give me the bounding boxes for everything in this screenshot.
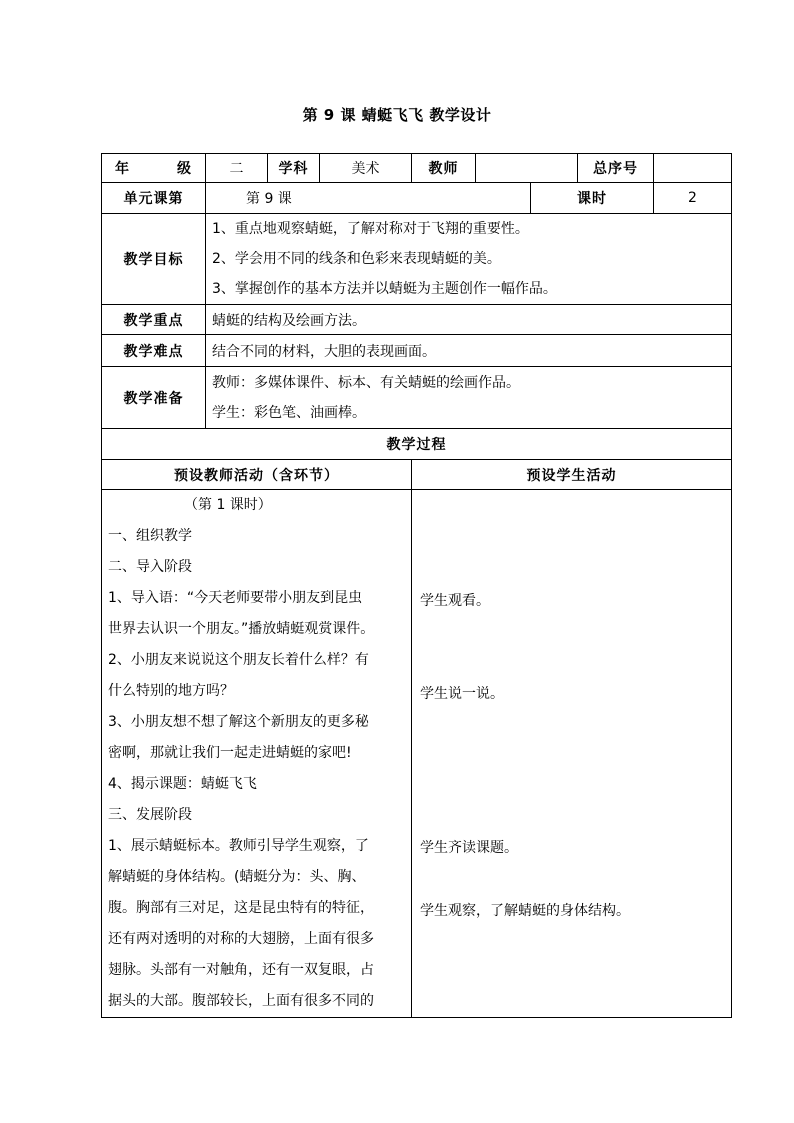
teacher-activity-content: [102, 490, 412, 1018]
teacher-line: 2、小朋友来说说这个朋友长着什么样？有: [108, 652, 369, 668]
goals-content: [206, 214, 732, 305]
key-points-row: [102, 305, 732, 335]
difficulties-text: 结合不同的材料，大胆的表现画面。: [206, 335, 732, 367]
teacher-line: 二、导入阶段: [108, 559, 192, 575]
teacher-line: 世界去认识一个朋友。”播放蜻蜓观赏课件。: [108, 621, 375, 637]
preparation-row: [102, 367, 732, 429]
teacher-line: 一、组织教学: [108, 528, 192, 544]
teacher-value: [476, 154, 578, 183]
subject-label: 学科: [268, 154, 320, 183]
teacher-line: 1、导入语：“今天老师要带小朋友到昆虫: [108, 590, 363, 606]
goals-row: [102, 214, 732, 305]
teacher-label: 教师: [412, 154, 476, 183]
period-value: 2: [654, 183, 732, 214]
student-line: 学生说一说。: [420, 686, 504, 702]
unit-row: [102, 183, 732, 214]
teacher-line: 据头的大部。腹部较长，上面有很多不同的: [108, 993, 374, 1009]
process-column-headers: [102, 460, 732, 490]
difficulties-row: [102, 335, 732, 367]
serial-label: 总序号: [578, 154, 654, 183]
unit-value: 第 9 课: [206, 183, 531, 214]
student-line: 学生观看。: [420, 593, 490, 609]
goals-label: 教学目标: [102, 214, 206, 305]
serial-value: [654, 154, 732, 183]
period-label: 课时: [531, 183, 654, 214]
difficulties-label: 教学难点: [102, 335, 206, 367]
preparation-item: 教师：多媒体课件、标本、有关蜻蜓的绘画作品。: [212, 374, 520, 391]
process-heading: 教学过程: [102, 429, 732, 460]
teacher-line: 3、小朋友想不想了解这个新朋友的更多秘: [108, 714, 369, 730]
teacher-line: 三、发展阶段: [108, 807, 192, 823]
student-activity-content: [412, 490, 732, 1018]
key-points-label: 教学重点: [102, 305, 206, 335]
key-points-text: 蜻蜓的结构及绘画方法。: [206, 305, 732, 335]
document-title: 第 9 课 蜻蜓飞飞 教学设计: [302, 106, 492, 124]
student-line: 学生齐读课题。: [420, 840, 518, 856]
unit-label: 单元课第: [102, 183, 206, 214]
teacher-activity-header: 预设教师活动（含环节）: [102, 460, 412, 490]
student-line: 学生观察，了解蜻蜓的身体结构。: [420, 903, 630, 919]
preparation-item: 学生：彩色笔、油画棒。: [212, 404, 366, 421]
teacher-line: 解蜻蜓的身体结构。(蜻蜓分为：头、胸、: [108, 869, 366, 885]
grade-label: 年 级: [102, 154, 206, 183]
lesson-plan-table: [101, 153, 732, 1018]
process-heading-row: [102, 429, 732, 460]
grade-value: 二: [206, 154, 268, 183]
goal-item: 3、掌握创作的基本方法并以蜻蜓为主题创作一幅作品。: [212, 281, 557, 297]
preparation-label: 教学准备: [102, 367, 206, 429]
student-activity-header: 预设学生活动: [412, 460, 732, 490]
goal-item: 2、学会用不同的线条和色彩来表现蜻蜓的美。: [212, 251, 501, 267]
teacher-line: 腹。胸部有三对足，这是昆虫特有的特征，: [108, 900, 374, 916]
preparation-content: [206, 367, 732, 429]
teacher-line: 还有两对透明的对称的大翅膀，上面有很多: [108, 931, 374, 947]
teacher-line: （第 1 课时）: [184, 497, 272, 513]
subject-value: 美术: [320, 154, 412, 183]
teacher-line: 翅脉。头部有一对触角，还有一双复眼，占: [108, 962, 374, 978]
teacher-line: 什么特别的地方吗？: [108, 683, 234, 699]
header-row: [102, 154, 732, 183]
teacher-line: 1、展示蜻蜓标本。教师引导学生观察，了: [108, 838, 369, 854]
goal-item: 1、重点地观察蜻蜓，了解对称对于飞翔的重要性。: [212, 221, 529, 237]
teacher-line: 4、揭示课题：蜻蜓飞飞: [108, 776, 257, 792]
process-body-row: [102, 490, 732, 1018]
teacher-line: 密啊，那就让我们一起走进蜻蜓的家吧!: [108, 745, 352, 761]
